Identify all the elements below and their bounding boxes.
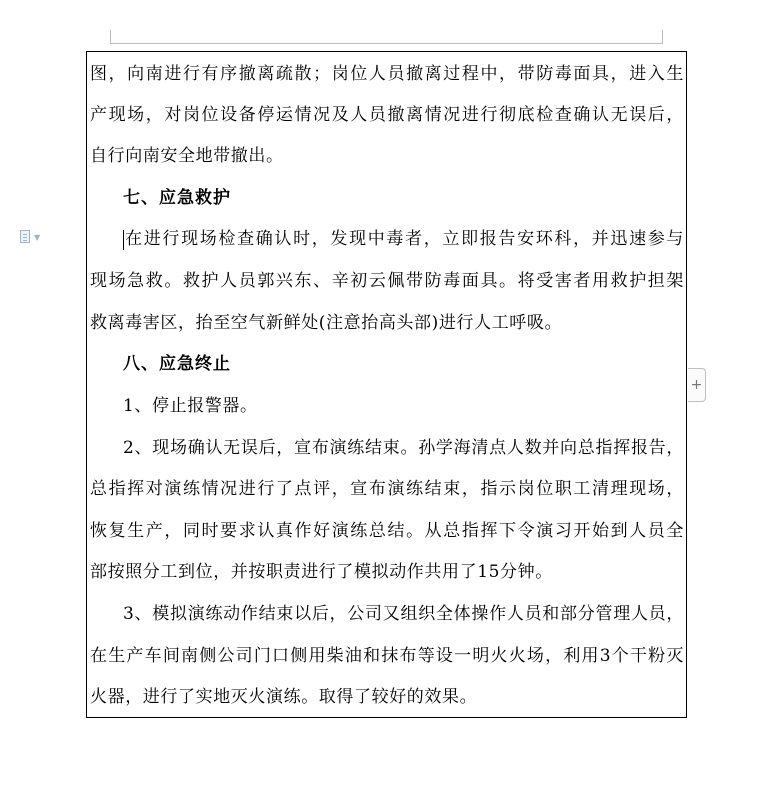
body-line-15: 在生产车间南侧公司门口侧用柴油和抹布等设一明火火场，利用3个干粉灭 (90, 646, 684, 666)
body-line-16: 火器，进行了实地灭火演练。取得了较好的效果。 (90, 687, 478, 707)
body-line-7: 救离毒害区，抬至空气新鲜处(注意抬高头部)进行人工呼吸。 (90, 313, 563, 333)
section-heading-8: 八、应急终止 (123, 354, 231, 374)
body-line-1: 图，向南进行有序撤离疏散；岗位人员撤离过程中，带防毒面具，进入生 (90, 64, 684, 84)
section-heading-7: 七、应急救护 (123, 188, 231, 208)
list-item-1: 1、停止报警器。 (123, 396, 258, 416)
body-line-3: 自行向南安全地带撤出。 (90, 146, 284, 166)
body-line-6: 现场急救。救护人员郭兴东、辛初云佩带防毒面具。将受害者用救护担架 (90, 271, 684, 291)
paragraph-document-icon (20, 230, 30, 243)
list-item-3: 3、模拟演练动作结束以后，公司又组织全体操作人员和部分管理人员， (123, 604, 684, 624)
plus-icon[interactable]: + (688, 368, 706, 402)
body-line-2: 产现场，对岗位设备停运情况及人员撤离情况进行彻底检查确认无误后， (90, 105, 684, 125)
chevron-down-icon: ▼ (34, 233, 41, 242)
page-top-margin-guide (110, 30, 663, 44)
body-line-11: 总指挥对演练情况进行了点评，宣布演练结束，指示岗位职工清理现场， (90, 479, 684, 499)
list-item-2: 2、现场确认无误后，宣布演练结束。孙学海清点人数并向总指挥报告， (123, 438, 684, 458)
body-line-13: 部按照分工到位，并按职责进行了模拟动作共用了15分钟。 (90, 562, 553, 582)
body-line-5 (123, 219, 684, 260)
document-page[interactable] (86, 51, 687, 718)
document-icon[interactable] (20, 230, 48, 246)
body-line-5-text: 在进行现场检查确认时，发现中毒者，立即报告安环科，并迅速参与 (124, 229, 684, 249)
body-line-12: 恢复生产，同时要求认真作好演练总结。从总指挥下令演习开始到人员全 (90, 521, 684, 541)
